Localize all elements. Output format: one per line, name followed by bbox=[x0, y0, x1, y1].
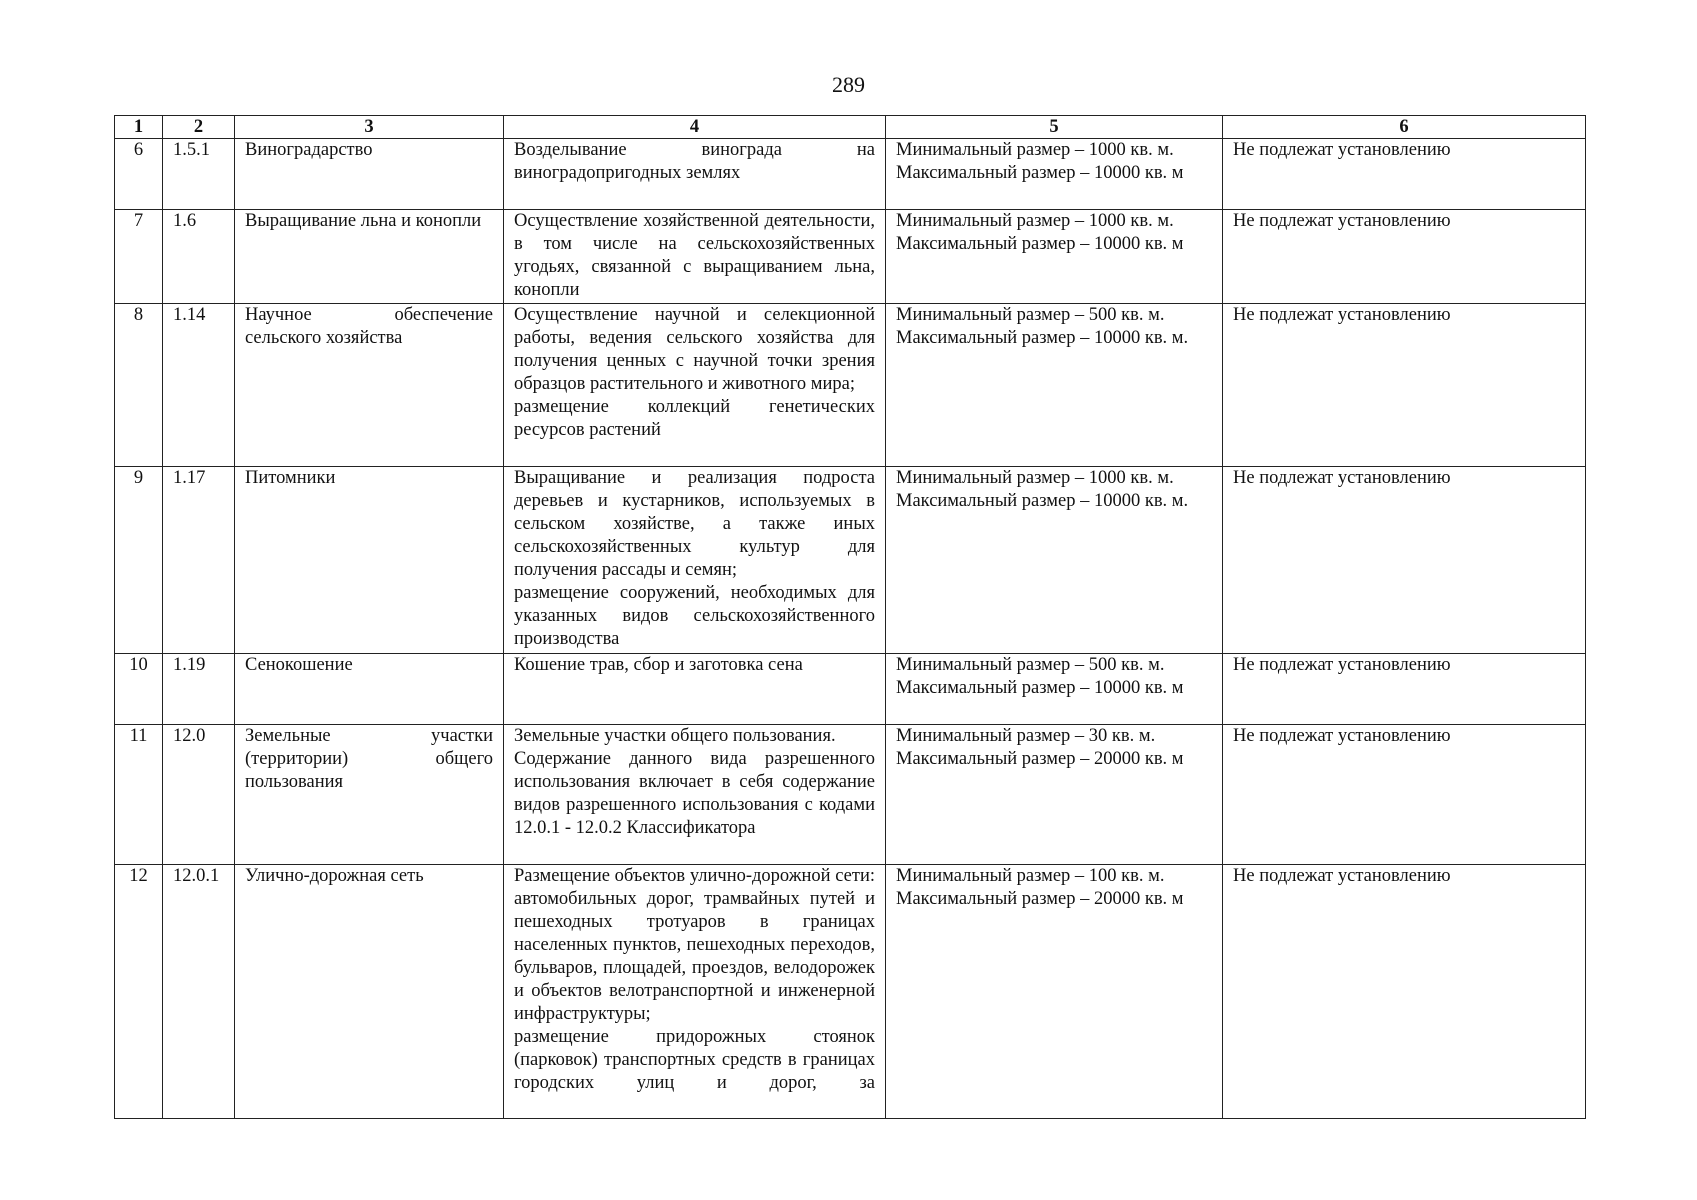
size-min: Минимальный размер – 500 кв. м. bbox=[896, 655, 1165, 675]
row-number: 9 bbox=[115, 467, 163, 654]
row-description bbox=[504, 304, 886, 467]
row-name-text: Сенокошение bbox=[245, 655, 353, 675]
row-name bbox=[235, 865, 504, 1119]
row-name bbox=[235, 467, 504, 654]
row-name-text: Виноградарство bbox=[245, 140, 373, 160]
table-row bbox=[115, 865, 1586, 1119]
description-paragraph: Осуществление научной и селекционной работы, ведения сельского хозяйства для получения ценных с научной точки зрения образцов растительного и животного мира; bbox=[514, 305, 875, 394]
description-paragraph: Выращивание и реализация подроста деревьев и кустарников, используемых в сельском хозяйстве, а также иных сельскохозяйственных культур для получения рассады и семян; bbox=[514, 468, 875, 580]
table-row bbox=[115, 304, 1586, 467]
size-min: Минимальный размер – 1000 кв. м. bbox=[896, 211, 1174, 231]
row-code: 1.14 bbox=[163, 304, 235, 467]
table-header-row bbox=[115, 116, 1586, 139]
row-limits: Не подлежат установлению bbox=[1223, 725, 1586, 865]
column-header: 3 bbox=[235, 116, 504, 139]
description-paragraph: Кошение трав, сбор и заготовка сена bbox=[514, 655, 803, 675]
row-limits: Не подлежат установлению bbox=[1223, 210, 1586, 304]
size-max: Максимальный размер – 10000 кв. м. bbox=[896, 328, 1189, 348]
size-max: Максимальный размер – 10000 кв. м bbox=[896, 163, 1184, 183]
row-number: 11 bbox=[115, 725, 163, 865]
size-max: Максимальный размер – 20000 кв. м bbox=[896, 889, 1184, 909]
row-name bbox=[235, 654, 504, 725]
row-limits: Не подлежат установлению bbox=[1223, 304, 1586, 467]
column-header: 6 bbox=[1223, 116, 1586, 139]
row-code: 12.0 bbox=[163, 725, 235, 865]
row-name-text: Питомники bbox=[245, 468, 336, 488]
row-size bbox=[886, 139, 1223, 210]
table-row bbox=[115, 139, 1586, 210]
column-header: 5 bbox=[886, 116, 1223, 139]
row-name-text: Улично-дорожная сеть bbox=[245, 866, 424, 886]
row-name bbox=[235, 139, 504, 210]
row-code: 1.6 bbox=[163, 210, 235, 304]
row-code: 1.5.1 bbox=[163, 139, 235, 210]
table-row bbox=[115, 467, 1586, 654]
row-number: 12 bbox=[115, 865, 163, 1119]
size-max: Максимальный размер – 10000 кв. м bbox=[896, 678, 1184, 698]
row-description bbox=[504, 865, 886, 1119]
size-min: Минимальный размер – 1000 кв. м. bbox=[896, 140, 1174, 160]
description-paragraph: Размещение объектов улично-дорожной сети: автомобильных дорог, трамвайных путей и пешеходных тротуаров в границах населенных пунктов, пешеходных переходов, бульваров, площадей, проездов, велодорожек и объектов велотранспортной и инженерной инфраструктуры; bbox=[514, 866, 875, 1024]
row-number: 10 bbox=[115, 654, 163, 725]
land-use-table bbox=[114, 115, 1586, 1119]
description-paragraph: Земельные участки общего пользования. bbox=[514, 726, 836, 746]
row-name bbox=[235, 725, 504, 865]
row-size bbox=[886, 865, 1223, 1119]
row-limits: Не подлежат установлению bbox=[1223, 654, 1586, 725]
row-size bbox=[886, 654, 1223, 725]
page-number: 289 bbox=[832, 72, 865, 97]
row-code: 12.0.1 bbox=[163, 865, 235, 1119]
row-name bbox=[235, 210, 504, 304]
row-limits: Не подлежат установлению bbox=[1223, 467, 1586, 654]
row-description bbox=[504, 467, 886, 654]
column-header: 1 bbox=[115, 116, 163, 139]
description-paragraph: размещение придорожных стоянок (парковок) транспортных средств в границах городских улиц и дорог, за bbox=[514, 1027, 875, 1093]
row-limits: Не подлежат установлению bbox=[1223, 865, 1586, 1119]
row-size bbox=[886, 725, 1223, 865]
size-min: Минимальный размер – 30 кв. м. bbox=[896, 726, 1156, 746]
size-min: Минимальный размер – 100 кв. м. bbox=[896, 866, 1165, 886]
description-paragraph: Содержание данного вида разрешенного использования включает в себя содержание видов разрешенного использования с кодами 12.0.1 - 12.0.2 Классификатора bbox=[514, 749, 875, 838]
row-size bbox=[886, 304, 1223, 467]
row-size bbox=[886, 210, 1223, 304]
row-description bbox=[504, 654, 886, 725]
row-number: 8 bbox=[115, 304, 163, 467]
row-description bbox=[504, 210, 886, 304]
column-header: 2 bbox=[163, 116, 235, 139]
row-code: 1.17 bbox=[163, 467, 235, 654]
size-min: Минимальный размер – 500 кв. м. bbox=[896, 305, 1165, 325]
size-max: Максимальный размер – 20000 кв. м bbox=[896, 749, 1184, 769]
row-description bbox=[504, 725, 886, 865]
size-min: Минимальный размер – 1000 кв. м. bbox=[896, 468, 1174, 488]
column-header: 4 bbox=[504, 116, 886, 139]
row-description bbox=[504, 139, 886, 210]
description-paragraph: размещение сооружений, необходимых для указанных видов сельскохозяйственного производства bbox=[514, 583, 875, 649]
description-paragraph: размещение коллекций генетических ресурсов растений bbox=[514, 397, 875, 440]
table-row bbox=[115, 725, 1586, 865]
size-max: Максимальный размер – 10000 кв. м bbox=[896, 234, 1184, 254]
table-row bbox=[115, 654, 1586, 725]
row-name-text: Научное обеспечение сельского хозяйства bbox=[245, 305, 493, 348]
row-number: 7 bbox=[115, 210, 163, 304]
row-size bbox=[886, 467, 1223, 654]
row-name bbox=[235, 304, 504, 467]
row-code: 1.19 bbox=[163, 654, 235, 725]
row-name-text: Выращивание льна и конопли bbox=[245, 211, 482, 231]
row-limits: Не подлежат установлению bbox=[1223, 139, 1586, 210]
row-number: 6 bbox=[115, 139, 163, 210]
row-name-text: Земельные участки (территории) общего пользования bbox=[245, 726, 493, 792]
size-max: Максимальный размер – 10000 кв. м. bbox=[896, 491, 1189, 511]
description-paragraph: Возделывание винограда на виноградопригодных землях bbox=[514, 140, 875, 183]
table-row bbox=[115, 210, 1586, 304]
description-paragraph: Осуществление хозяйственной деятельности, в том числе на сельскохозяйственных угодьях, связанной с выращиванием льна, конопли bbox=[514, 211, 875, 300]
